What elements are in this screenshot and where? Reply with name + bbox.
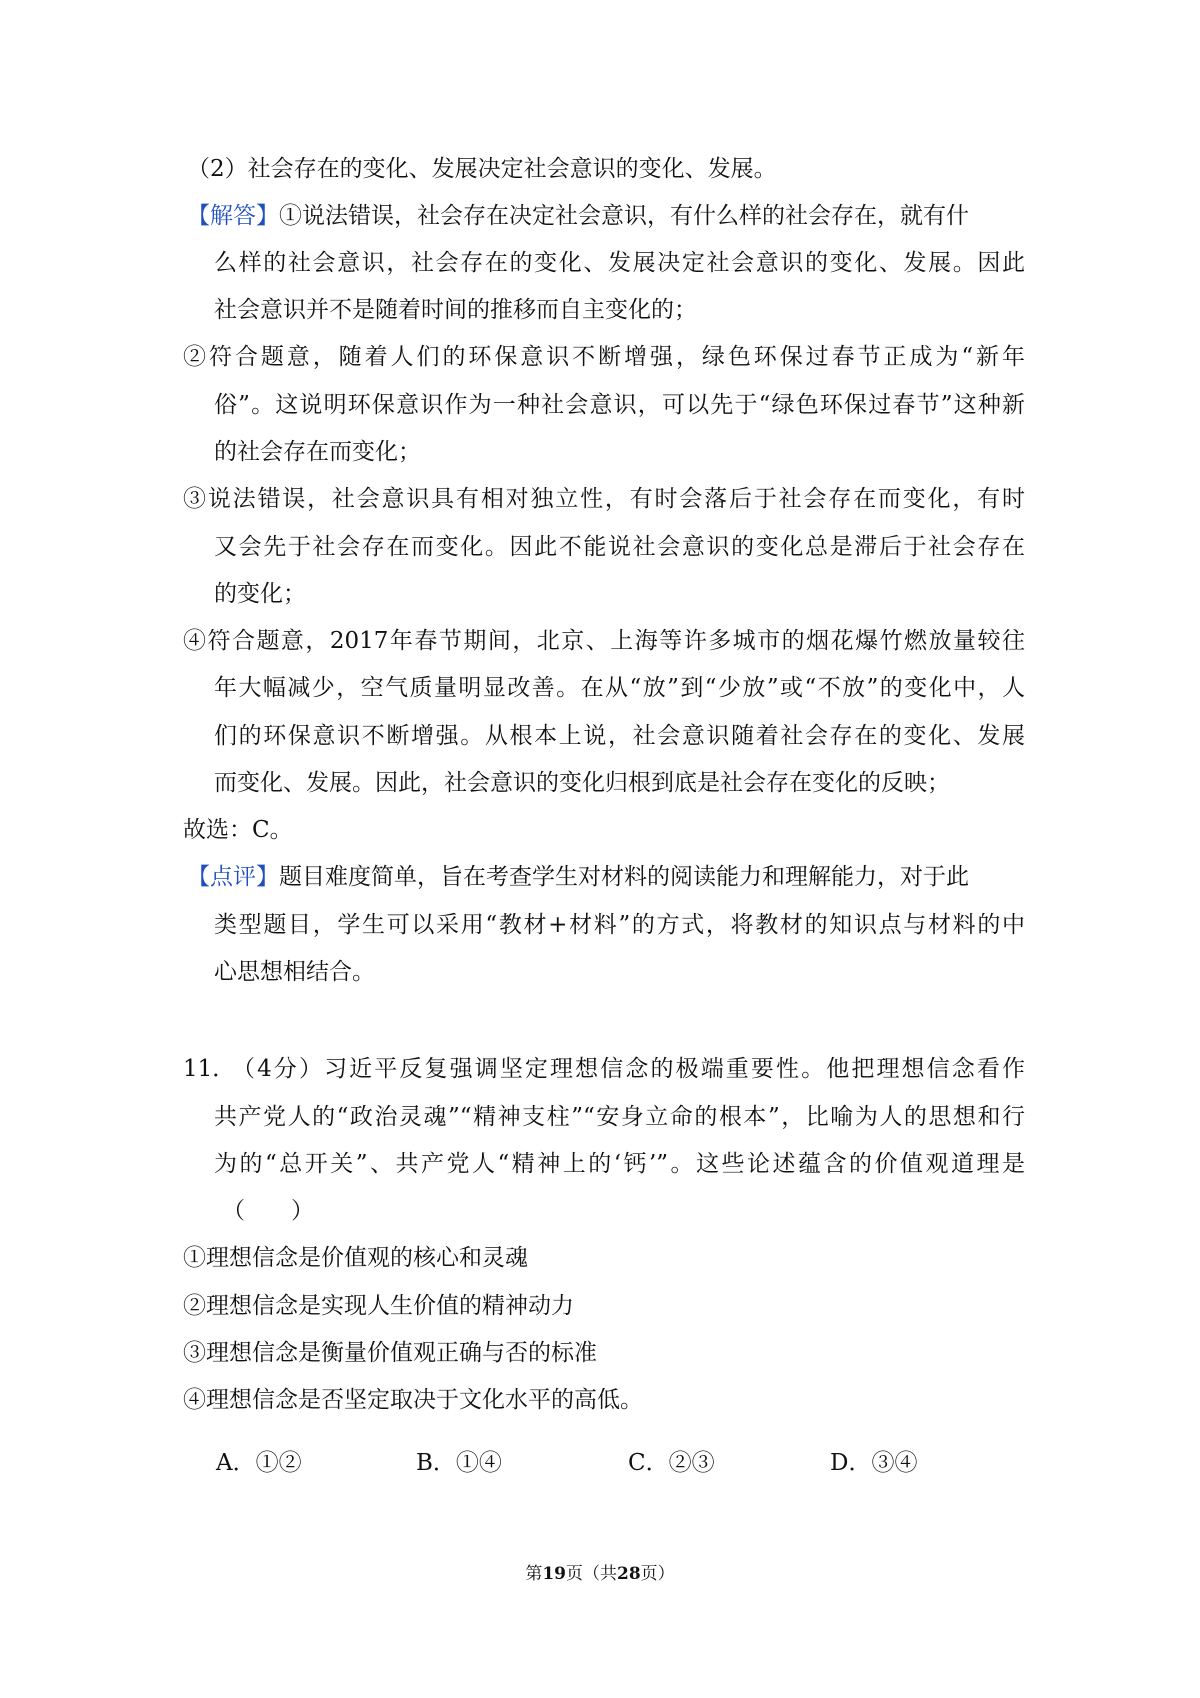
option-d: D．③④ — [830, 1450, 918, 1476]
answer-line-2: 么样的社会意识，社会存在的变化、发展决定社会意识的变化、发展。因此 — [214, 250, 1025, 276]
question-stem-line-1: （4分）习近平反复强调坚定理想信念的极端重要性。他把理想信念看作 — [232, 1056, 1025, 1082]
comment-line-2: 类型题目，学生可以采用“教材+材料”的方式，将教材的知识点与材料的中 — [214, 912, 1025, 938]
footer-page-number: 19 — [542, 1564, 566, 1584]
option-c: C．②③ — [628, 1450, 715, 1476]
item2-line-3: 的社会存在而变化； — [214, 439, 421, 465]
item3-line-1: ③说法错误，社会意识具有相对独立性，有时会落后于社会存在而变化，有时 — [183, 486, 1025, 512]
answer-line-3: 社会意识并不是随着时间的推移而自主变化的； — [214, 297, 697, 323]
statement-1: ①理想信念是价值观的核心和灵魂 — [183, 1245, 528, 1271]
answer-line-1 — [187, 201, 1025, 231]
answer-tag: 【解答】 — [187, 203, 279, 229]
analysis-point-2: （2）社会存在的变化、发展决定社会意识的变化、发展。 — [187, 156, 777, 182]
footer-total-pages: 28 — [617, 1564, 641, 1584]
answer-blank: （ ） — [222, 1198, 314, 1224]
item3-line-2: 又会先于社会存在而变化。因此不能说社会意识的变化总是滞后于社会存在 — [214, 534, 1025, 560]
comment-text-1: 题目难度简单，旨在考查学生对材料的阅读能力和理解能力，对于此 — [279, 864, 969, 890]
statement-2: ②理想信念是实现人生价值的精神动力 — [183, 1293, 574, 1319]
comment-tag: 【点评】 — [187, 864, 279, 890]
option-a: A．①② — [216, 1450, 302, 1476]
comment-line-1 — [187, 862, 1025, 892]
footer-suffix: 页） — [640, 1564, 675, 1584]
answer-choice: 故选：C。 — [183, 817, 293, 843]
statement-3: ③理想信念是衡量价值观正确与否的标准 — [183, 1340, 597, 1366]
question-number: 11． — [183, 1056, 236, 1082]
question-stem-line-2: 共产党人的“政治灵魂”“精神支柱”“安身立命的根本”，比喻为人的思想和行 — [214, 1104, 1025, 1130]
option-b: B．①④ — [416, 1450, 502, 1476]
item2-line-2: 俗”。这说明环保意识作为一种社会意识，可以先于“绿色环保过春节”这种新 — [214, 392, 1025, 418]
question-stem-line-3: 为的“总开关”、共产党人“精神上的‘钙’”。这些论述蕴含的价值观道理是 — [214, 1151, 1025, 1177]
answer-text-1: ①说法错误，社会存在决定社会意识，有什么样的社会存在，就有什 — [279, 203, 969, 229]
item4-line-1: ④符合题意，2017年春节期间，北京、上海等许多城市的烟花爆竹燃放量较往 — [183, 628, 1025, 654]
item3-line-3: 的变化； — [214, 581, 306, 607]
footer-prefix: 第 — [525, 1564, 543, 1584]
statement-4: ④理想信念是否坚定取决于文化水平的高低。 — [183, 1387, 643, 1413]
item4-line-4: 而变化、发展。因此，社会意识的变化归根到底是社会存在变化的反映； — [214, 770, 950, 796]
item2-line-1: ②符合题意，随着人们的环保意识不断增强，绿色环保过春节正成为“新年 — [183, 344, 1025, 370]
footer-mid: 页（共 — [566, 1564, 617, 1584]
item4-line-2: 年大幅减少，空气质量明显改善。在从“放”到“少放”或“不放”的变化中，人 — [214, 675, 1025, 701]
item4-line-3: 们的环保意识不断增强。从根本上说，社会意识随着社会存在的变化、发展 — [214, 723, 1025, 749]
page-footer — [0, 1562, 1200, 1586]
comment-line-3: 心思想相结合。 — [214, 959, 375, 985]
